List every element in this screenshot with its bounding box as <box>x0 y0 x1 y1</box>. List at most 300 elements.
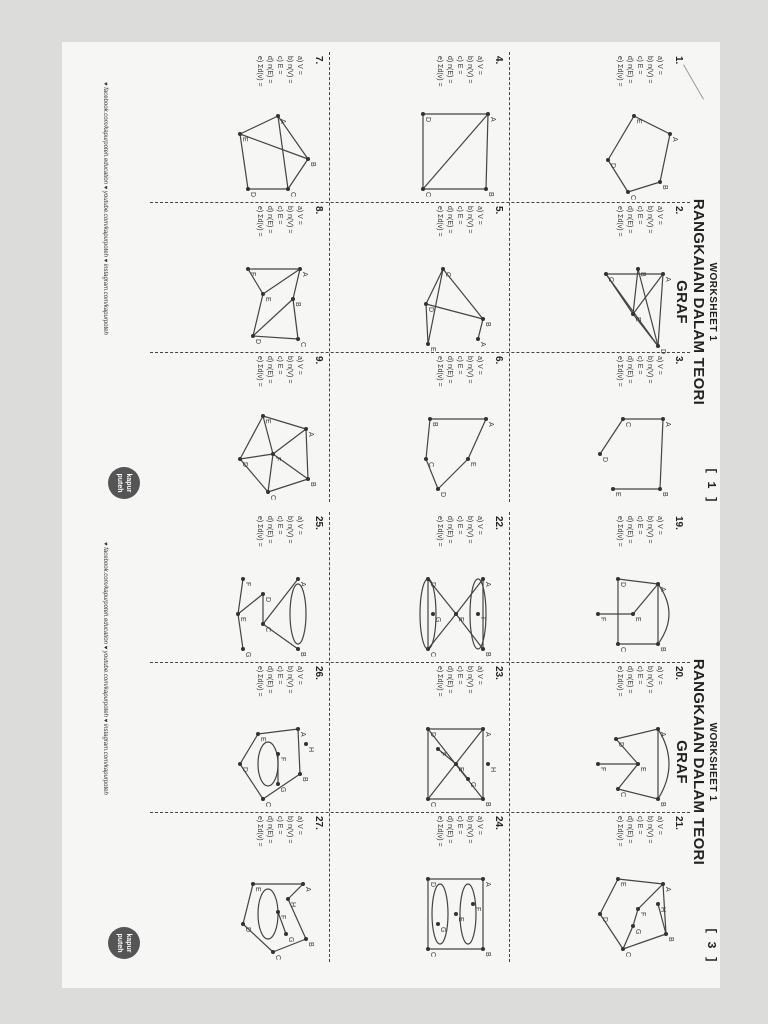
question-list <box>434 56 484 87</box>
vertex-label: G <box>287 937 294 943</box>
question-list <box>614 516 664 547</box>
graph-vertex <box>271 452 275 456</box>
graph-vertex <box>616 787 620 791</box>
graph-problem <box>169 206 324 356</box>
graph-edge <box>268 454 273 492</box>
graph-vertex <box>486 112 490 116</box>
page-number: [ 1 ] <box>704 467 718 504</box>
question-list <box>434 666 484 697</box>
pen-mark <box>683 64 704 99</box>
vertex-label: D <box>429 582 436 588</box>
question-item: d) n(E) = <box>446 56 453 84</box>
question-item: e) Σd(v) = <box>616 206 623 237</box>
vertex-label: C <box>424 192 431 198</box>
problem-number: 6. <box>493 356 504 365</box>
graph-problem <box>349 356 504 506</box>
question-item: a) V = <box>656 356 663 375</box>
graph-vertex <box>276 752 280 756</box>
vertex-label: F <box>479 617 486 622</box>
vertex-label: B <box>487 192 494 197</box>
question-item: a) V = <box>656 516 663 535</box>
question-item: c) E = <box>636 816 643 835</box>
question-item: a) V = <box>656 206 663 225</box>
question-item: c) E = <box>636 206 643 225</box>
graph-vertex <box>656 902 660 906</box>
vertex-label: F <box>279 757 286 762</box>
graph-edge <box>638 269 658 346</box>
graph-edge <box>238 579 243 614</box>
vertex-label: F <box>279 915 286 920</box>
graph-edge <box>633 909 638 926</box>
graph-loop <box>432 884 448 944</box>
graph-vertex <box>621 417 625 421</box>
graph-vertex <box>301 882 305 886</box>
graph-problem <box>349 206 504 356</box>
vertex-label: G <box>634 929 641 935</box>
row-divider <box>329 52 330 502</box>
graph-vertex <box>424 457 428 461</box>
vertex-label: E <box>239 617 246 622</box>
graph-vertex <box>251 334 255 338</box>
kapur-puteh-logo: kapur puteh <box>108 467 140 499</box>
rotated-content <box>62 42 720 988</box>
graph-diagram <box>592 104 678 204</box>
graph-vertex <box>298 772 302 776</box>
graph-diagram <box>232 254 318 354</box>
graph-edge <box>628 182 660 192</box>
vertex-label: G <box>469 782 476 788</box>
question-item: e) Σd(v) = <box>256 356 263 387</box>
question-item: b) n(V) = <box>286 516 293 544</box>
question-item: a) V = <box>476 816 483 835</box>
question-item: e) Σd(v) = <box>436 666 443 697</box>
question-item: b) n(V) = <box>286 816 293 844</box>
graph-vertex <box>658 180 662 184</box>
problem-number: 3. <box>673 356 684 365</box>
vertex-label: C <box>269 495 276 501</box>
vertex-label: A <box>659 732 666 737</box>
graph-vertex <box>298 267 302 271</box>
vertex-label: C <box>444 272 451 278</box>
graph-vertex <box>481 877 485 881</box>
graph-diagram <box>412 714 498 814</box>
question-item: c) E = <box>636 356 643 375</box>
graph-vertex <box>661 417 665 421</box>
vertex-label: A <box>279 119 286 124</box>
question-item: a) V = <box>476 516 483 535</box>
question-item: d) n(E) = <box>446 816 453 844</box>
question-item: b) n(V) = <box>286 56 293 84</box>
question-list <box>614 356 664 387</box>
vertex-label: D <box>601 457 608 463</box>
problem-number: 24. <box>493 816 504 830</box>
graph-vertex <box>296 337 300 341</box>
graph-vertex <box>606 158 610 162</box>
graph-diagram <box>412 104 498 204</box>
problem-number: 8. <box>313 206 324 215</box>
graph-vertex <box>296 577 300 581</box>
row-divider <box>329 512 330 962</box>
question-item: c) E = <box>456 206 463 225</box>
graph-diagram <box>592 254 678 354</box>
graph-diagram <box>412 564 498 664</box>
graph-vertex <box>284 932 288 936</box>
question-item: a) V = <box>476 56 483 75</box>
kapur-puteh-logo: kapur puteh <box>108 927 140 959</box>
graph-vertex <box>616 877 620 881</box>
question-item: b) n(V) = <box>466 666 473 694</box>
question-item: a) V = <box>296 356 303 375</box>
problem-number: 19. <box>673 516 684 530</box>
graph-vertex <box>481 577 485 581</box>
question-item: b) n(V) = <box>466 516 473 544</box>
vertex-label: E <box>241 137 248 142</box>
question-item: e) Σd(v) = <box>616 816 623 847</box>
vertex-label: D <box>429 882 436 888</box>
question-item: b) n(V) = <box>646 206 653 234</box>
vertex-label: B <box>307 942 314 947</box>
question-item: c) E = <box>456 816 463 835</box>
question-list <box>434 356 484 387</box>
vertex-label: E <box>254 887 261 892</box>
problem-number: 9. <box>313 356 324 365</box>
graph-edge <box>633 584 658 614</box>
question-item: b) n(V) = <box>286 356 293 384</box>
vertex-label: H <box>289 902 296 908</box>
vertex-label: B <box>294 302 301 307</box>
graph-vertex <box>436 487 440 491</box>
graph-vertex <box>656 582 660 586</box>
worksheet-title: RANGKAIAN DALAM TEORI GRAF <box>673 198 707 406</box>
vertex-label: D <box>264 597 271 603</box>
graph-edge <box>240 134 248 189</box>
vertex-label: C <box>607 277 614 283</box>
graph-vertex <box>454 612 458 616</box>
vertex-label: B <box>309 162 316 167</box>
graph-vertex <box>596 612 600 616</box>
question-item: a) V = <box>296 516 303 535</box>
graph-vertex <box>306 477 310 481</box>
vertex-label: G <box>434 617 441 623</box>
worksheet-label: WORKSHEET 1 <box>707 722 718 802</box>
question-item: e) Σd(v) = <box>616 666 623 697</box>
graph-problem <box>349 816 504 966</box>
graph-edge <box>428 614 456 649</box>
graph-vertex <box>286 187 290 191</box>
row-divider <box>509 512 510 962</box>
graph-vertex <box>632 114 636 118</box>
problem-number: 2. <box>673 206 684 215</box>
vertex-label: E <box>469 462 476 467</box>
question-item: a) V = <box>296 206 303 225</box>
graph-vertex <box>238 762 242 766</box>
problem-number: 1. <box>673 56 684 65</box>
graph-vertex <box>621 947 625 951</box>
graph-vertex <box>261 414 265 418</box>
graph-edge <box>600 879 618 914</box>
problem-number: 26. <box>313 666 324 680</box>
vertex-label: G <box>439 927 446 933</box>
question-item: c) E = <box>276 56 283 75</box>
question-item: d) n(E) = <box>446 356 453 384</box>
question-list <box>254 516 304 547</box>
vertex-label: D <box>439 492 446 498</box>
vertex-label: C <box>289 192 296 198</box>
graph-diagram <box>412 404 498 504</box>
graph-vertex <box>241 922 245 926</box>
graph-edge <box>240 454 273 459</box>
vertex-label: D <box>241 767 248 773</box>
graph-vertex <box>426 727 430 731</box>
graph-vertex <box>241 577 245 581</box>
graph-vertex <box>636 762 640 766</box>
question-item: b) n(V) = <box>646 816 653 844</box>
graph-vertex <box>251 882 255 886</box>
graph-edge <box>660 134 670 182</box>
question-item: d) n(E) = <box>266 516 273 544</box>
graph-vertex <box>486 762 490 766</box>
graph-vertex <box>421 187 425 191</box>
graph-edge <box>616 729 658 739</box>
graph-vertex <box>304 427 308 431</box>
question-list <box>254 666 304 697</box>
graph-vertex <box>656 344 660 348</box>
graph-edge <box>258 729 298 734</box>
graph-problem <box>169 356 324 506</box>
graph-problem <box>169 666 324 816</box>
problem-number: 22. <box>493 516 504 530</box>
graph-vertex <box>261 292 265 296</box>
graph-loop <box>258 889 278 939</box>
vertex-label: E <box>634 317 641 322</box>
graph-vertex <box>636 907 640 911</box>
vertex-label: D <box>254 339 261 345</box>
graph-edge <box>240 416 263 459</box>
graph-vertex <box>304 937 308 941</box>
question-item: d) n(E) = <box>626 56 633 84</box>
graph-vertex <box>631 612 635 616</box>
problem-number: 4. <box>493 56 504 65</box>
vertex-label: B <box>659 802 666 807</box>
vertex-label: A <box>664 422 671 427</box>
graph-vertex <box>661 882 665 886</box>
question-item: b) n(V) = <box>646 356 653 384</box>
graph-diagram <box>232 404 318 504</box>
question-item: b) n(V) = <box>286 666 293 694</box>
graph-edge <box>253 299 293 336</box>
graph-vertex <box>431 612 435 616</box>
vertex-label: D <box>617 742 624 748</box>
graph-vertex <box>631 924 635 928</box>
graph-vertex <box>426 342 430 346</box>
question-item: d) n(E) = <box>626 206 633 234</box>
graph-edge <box>658 274 663 346</box>
vertex-label: B <box>299 652 306 657</box>
question-item: b) n(V) = <box>286 206 293 234</box>
vertex-label: C <box>274 955 281 961</box>
graph-vertex <box>426 797 430 801</box>
graph-edge <box>423 114 488 189</box>
graph-edge <box>240 134 308 159</box>
vertex-label: E <box>264 419 271 424</box>
graph-vertex <box>476 337 480 341</box>
question-item: d) n(E) = <box>626 666 633 694</box>
vertex-label: E <box>639 767 646 772</box>
question-item: b) n(V) = <box>646 516 653 544</box>
vertex-label: D <box>244 927 251 933</box>
problem-number: 7. <box>313 56 324 65</box>
graph-problem <box>169 516 324 666</box>
question-item: a) V = <box>296 816 303 835</box>
vertex-label: D <box>249 192 256 198</box>
vertex-label: G <box>279 787 286 793</box>
graph-diagram <box>412 254 498 354</box>
graph-edge <box>268 479 308 492</box>
graph-vertex <box>466 777 470 781</box>
question-item: a) V = <box>296 666 303 685</box>
question-list <box>434 516 484 547</box>
vertex-label: A <box>484 882 491 887</box>
graph-vertex <box>286 897 290 901</box>
graph-vertex <box>426 577 430 581</box>
question-item: b) n(V) = <box>466 56 473 84</box>
graph-vertex <box>668 132 672 136</box>
question-item: a) V = <box>656 56 663 75</box>
vertex-label: D <box>609 163 616 169</box>
question-item: d) n(E) = <box>266 666 273 694</box>
problem-number: 5. <box>493 206 504 215</box>
question-item: a) V = <box>296 56 303 75</box>
graph-vertex <box>236 612 240 616</box>
vertex-label: C <box>264 802 271 808</box>
graph-diagram <box>592 864 678 964</box>
graph-vertex <box>261 797 265 801</box>
question-item: d) n(E) = <box>446 666 453 694</box>
graph-diagram <box>232 104 318 204</box>
vertex-label: E <box>635 119 642 124</box>
graph-edge <box>600 419 623 454</box>
vertex-label: C <box>299 342 306 348</box>
vertex-label: C <box>619 647 626 653</box>
graph-vertex <box>271 950 275 954</box>
question-item: c) E = <box>456 356 463 375</box>
vertex-label: F <box>474 907 481 912</box>
problem-number: 27. <box>313 816 324 830</box>
vertex-label: F <box>274 457 281 462</box>
footer-social-links: ♥ facebook.com/kapurpoteh.education ♥ youtube.com/kapurpoteh ♥ instagram.com/kapurpoteh <box>102 82 108 335</box>
question-item: b) n(V) = <box>466 356 473 384</box>
problem-number: 23. <box>493 666 504 680</box>
question-item: c) E = <box>276 666 283 685</box>
graph-vertex <box>626 190 630 194</box>
graph-vertex <box>611 487 615 491</box>
graph-vertex <box>484 187 488 191</box>
question-list <box>614 816 664 847</box>
vertex-label: B <box>484 322 491 327</box>
graph-problem <box>529 816 684 966</box>
graph-vertex <box>426 947 430 951</box>
graph-vertex <box>598 912 602 916</box>
graph-loop <box>290 584 306 644</box>
graph-problem <box>529 516 684 666</box>
graph-vertex <box>604 272 608 276</box>
vertex-label: E <box>264 297 271 302</box>
graph-edge <box>426 269 443 304</box>
question-item: c) E = <box>636 56 643 75</box>
graph-edge <box>618 764 638 789</box>
question-list <box>254 56 304 87</box>
question-item: c) E = <box>276 816 283 835</box>
question-list <box>254 206 304 237</box>
question-item: d) n(E) = <box>626 356 633 384</box>
vertex-label: D <box>659 349 666 355</box>
graph-vertex <box>276 114 280 118</box>
vertex-label: E <box>634 617 641 622</box>
graph-edge <box>633 269 638 314</box>
question-item: e) Σd(v) = <box>616 56 623 87</box>
graph-vertex <box>296 727 300 731</box>
vertex-label: B <box>431 422 438 427</box>
vertex-label: E <box>259 737 266 742</box>
graph-edge <box>608 116 634 160</box>
graph-vertex <box>481 727 485 731</box>
graph-vertex <box>466 457 470 461</box>
graph-vertex <box>631 312 635 316</box>
graph-diagram <box>412 864 498 964</box>
question-list <box>434 206 484 237</box>
vertex-label: B <box>661 185 668 190</box>
question-item: b) n(V) = <box>466 206 473 234</box>
question-item: e) Σd(v) = <box>256 666 263 697</box>
graph-diagram <box>592 714 678 814</box>
worksheet-title: RANGKAIAN DALAM TEORI GRAF <box>673 658 707 866</box>
graph-vertex <box>238 132 242 136</box>
question-item: d) n(E) = <box>626 816 633 844</box>
graph-problem <box>529 56 684 206</box>
vertex-label: F <box>599 617 606 622</box>
question-list <box>254 356 304 387</box>
graph-diagram <box>232 564 318 664</box>
vertex-label: H <box>489 767 496 773</box>
problem-number: 21. <box>673 816 684 830</box>
problem-number: 20. <box>673 666 684 680</box>
problem-number: 25. <box>313 516 324 530</box>
vertex-label: B <box>484 802 491 807</box>
vertex-label: E <box>457 617 464 622</box>
graph-vertex <box>454 912 458 916</box>
question-item: e) Σd(v) = <box>436 816 443 847</box>
question-item: e) Σd(v) = <box>256 816 263 847</box>
graph-vertex <box>246 267 250 271</box>
vertex-label: E <box>457 917 464 922</box>
graph-vertex <box>426 647 430 651</box>
question-item: d) n(E) = <box>266 356 273 384</box>
graph-vertex <box>266 490 270 494</box>
graph-vertex <box>291 297 295 301</box>
graph-vertex <box>436 922 440 926</box>
vertex-label: A <box>307 432 314 437</box>
graph-edge <box>486 114 488 189</box>
question-item: b) n(V) = <box>646 666 653 694</box>
vertex-label: A <box>487 422 494 427</box>
vertex-label: B <box>484 652 491 657</box>
vertex-label: A <box>301 272 308 277</box>
graph-vertex <box>436 747 440 751</box>
question-item: e) Σd(v) = <box>616 516 623 547</box>
question-item: a) V = <box>656 666 663 685</box>
vertex-label: F <box>439 752 446 757</box>
graph-vertex <box>256 732 260 736</box>
